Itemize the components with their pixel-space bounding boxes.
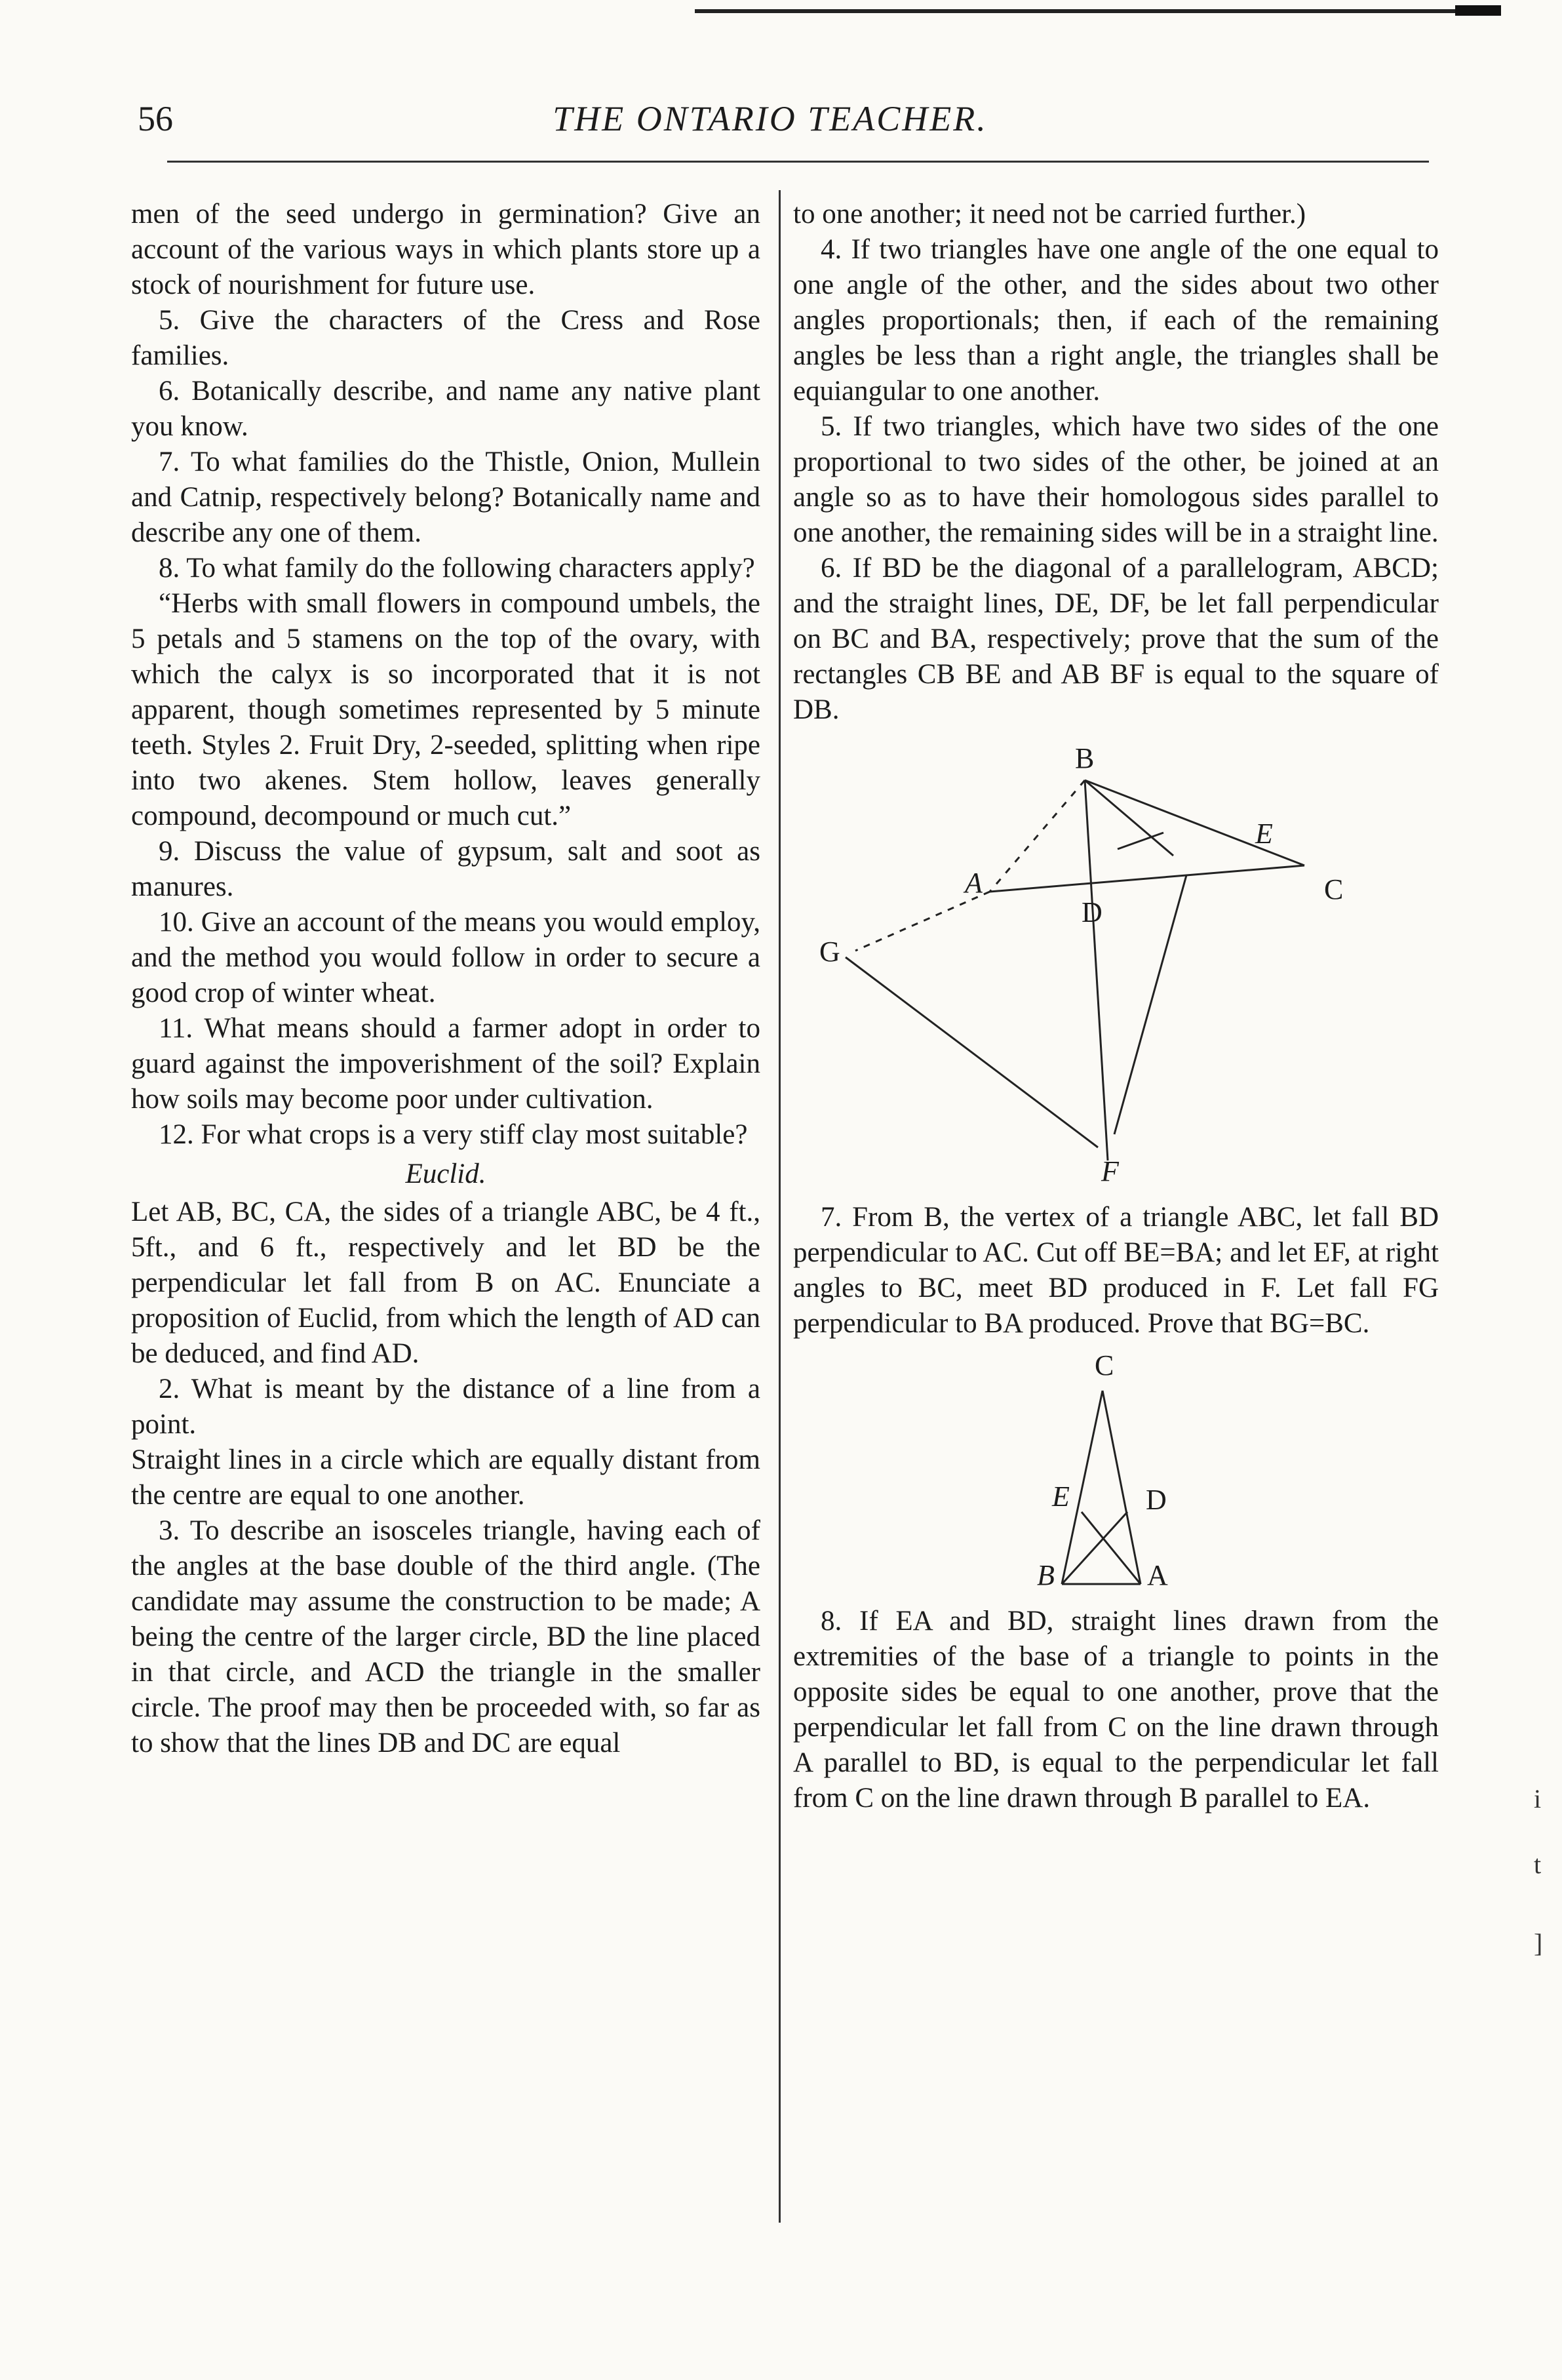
header-rule [167, 161, 1429, 163]
paragraph: 4. If two triangles have one angle of the one equal to one angle of the other, and the sides about two other angles proportionals; then, if each of the remaining angles be less than a right angle, the triangles shall be equiangular to one another. [793, 234, 1439, 407]
left-paragraphs [131, 197, 760, 1153]
section-heading-euclid: Euclid. [405, 1159, 486, 1189]
margin-mark: t [1534, 1850, 1542, 1879]
paragraph: 8. If EA and BD, straight lines drawn from the extremities of the base of a triangle to points in the opposite sides be equal to one another, prove that the perpendicular let fall from C on the line drawn through A parallel to BD, is equal to the perpendicular let fall from C on the line drawn through B parallel to EA. [793, 1606, 1439, 1814]
line-gf [846, 957, 1098, 1147]
paragraph: 6. If BD be the diagonal of a parallelogram, ABCD; and the straight lines, DE, DF, be let fall perpendicular on BC and BA, respectively; prove that the sum of the rectangles CB BE and AB BF is equal to the square of DB. [793, 553, 1439, 725]
line-df [1114, 875, 1186, 1134]
paragraph: 6. Botanically describe, and name any native plant you know. [131, 376, 760, 442]
fig2-label-a: A [1147, 1559, 1168, 1591]
figure-parallelogram [793, 741, 1439, 1187]
paragraph: Straight lines in a circle which are equally distant from the centre are equal to one another. [131, 1444, 760, 1511]
paragraph: 7. From B, the vertex of a triangle ABC, let fall BD perpendicular to AC. Cut off BE=BA; and let EF, at right angles to BC, meet BD produced in F. Let fall FG perpendicular to BA produced. Prove that BG=BC. [793, 1202, 1439, 1339]
fig1-label-c: C [1324, 873, 1344, 905]
margin-mark: i [1534, 1784, 1542, 1814]
fig1-label-f: F [1101, 1155, 1119, 1187]
paragraph: 3. To describe an isosceles triangle, having each of the angles at the base double of the third angle. (The candidate may assume the construction to be made; A being the centre of the larger circle, BD the line placed in that circle, and ACD the triangle in the smaller circle. The proof may then be proceeded with, so far as to show that the lines DB and DC are equal [131, 1515, 760, 1758]
paragraph: Let AB, BC, CA, the sides of a triangle ABC, be 4 ft., 5ft., and 6 ft., respectively and let BD be the perpendicular let fall from B on AC. Enunciate a proposition of Euclid, from which the length of AD can be deduced, and find AD. [131, 1197, 760, 1369]
figure-triangle [793, 1348, 1439, 1597]
right-paragraphs [793, 197, 1439, 728]
fig2-label-d: D [1146, 1484, 1167, 1516]
paragraph: 8. To what family do the following characters apply? [159, 553, 755, 584]
fig2-label-b: B [1037, 1559, 1055, 1591]
column-divider [779, 190, 781, 2223]
paragraph: “Herbs with small flowers in compound umbels, the 5 petals and 5 stamens on the top of the ovary, with which the calyx is so incorporated that it is not apparent, though sometimes represented by 5 minute teeth. Styles 2. Fruit Dry, 2-seeded, splitting when ripe into two akenes. Stem hollow, leaves generally compound, decompound or much cut.” [131, 588, 760, 831]
line-bf [1085, 780, 1108, 1160]
paragraph: 5. Give the characters of the Cress and Rose families. [131, 305, 760, 371]
page-header [111, 98, 1429, 151]
fig1-label-e: E [1255, 818, 1273, 850]
paragraph: to one another; it need not be carried further.) [793, 199, 1306, 229]
paragraph: 5. If two triangles, which have two sides of the one proportional to two sides of the other, be joined at an angle so as to have their homologous sides parallel to one another, the remaining sides will be in a straight line. [793, 411, 1439, 548]
paragraph: 9. Discuss the value of gypsum, salt and soot as manures. [131, 836, 760, 902]
fig1-label-g: G [819, 936, 840, 968]
fig2-label-e: E [1052, 1480, 1070, 1513]
top-edge-rule [695, 9, 1501, 13]
figure-triangle-lines [793, 1348, 1439, 1597]
paragraph: men of the seed undergo in germination? Give an account of the various ways in which plants store up a stock of nourishment for future use. [131, 199, 760, 300]
paragraph: 12. For what crops is a very stiff clay most suitable? [159, 1119, 748, 1150]
fig1-label-a: A [965, 867, 983, 899]
fig1-label-d: D [1082, 896, 1103, 928]
line-bd [1062, 1512, 1127, 1584]
paragraph: 10. Give an account of the means you would employ, and the method you would follow in order to secure a good crop of winter wheat. [131, 907, 760, 1008]
paragraph: 2. What is meant by the distance of a line from a point. [131, 1374, 760, 1440]
left-paragraphs-euclid [131, 1195, 760, 1761]
figure-parallelogram-lines [793, 741, 1439, 1187]
paragraph: 11. What means should a farmer adopt in order to guard against the impoverishment of the soil? Explain how soils may become poor under cultivation. [131, 1013, 760, 1115]
left-column [131, 197, 760, 1761]
line-ac [990, 865, 1304, 892]
paragraph: 7. To what families do the Thistle, Onion, Mullein and Catnip, respectively belong? Botanically name and describe any one of them. [131, 446, 760, 548]
line-ca [1103, 1391, 1141, 1584]
right-column [793, 197, 1439, 1816]
right-paragraphs-8 [793, 1604, 1439, 1816]
right-paragraphs-7 [793, 1200, 1439, 1341]
fig2-label-c: C [1095, 1349, 1114, 1381]
page-number: 56 [138, 99, 173, 138]
line-ae [1082, 1512, 1141, 1584]
running-title: THE ONTARIO TEACHER. [553, 99, 988, 138]
fig1-label-b: B [1075, 742, 1095, 774]
margin-mark: ] [1534, 1928, 1543, 1958]
